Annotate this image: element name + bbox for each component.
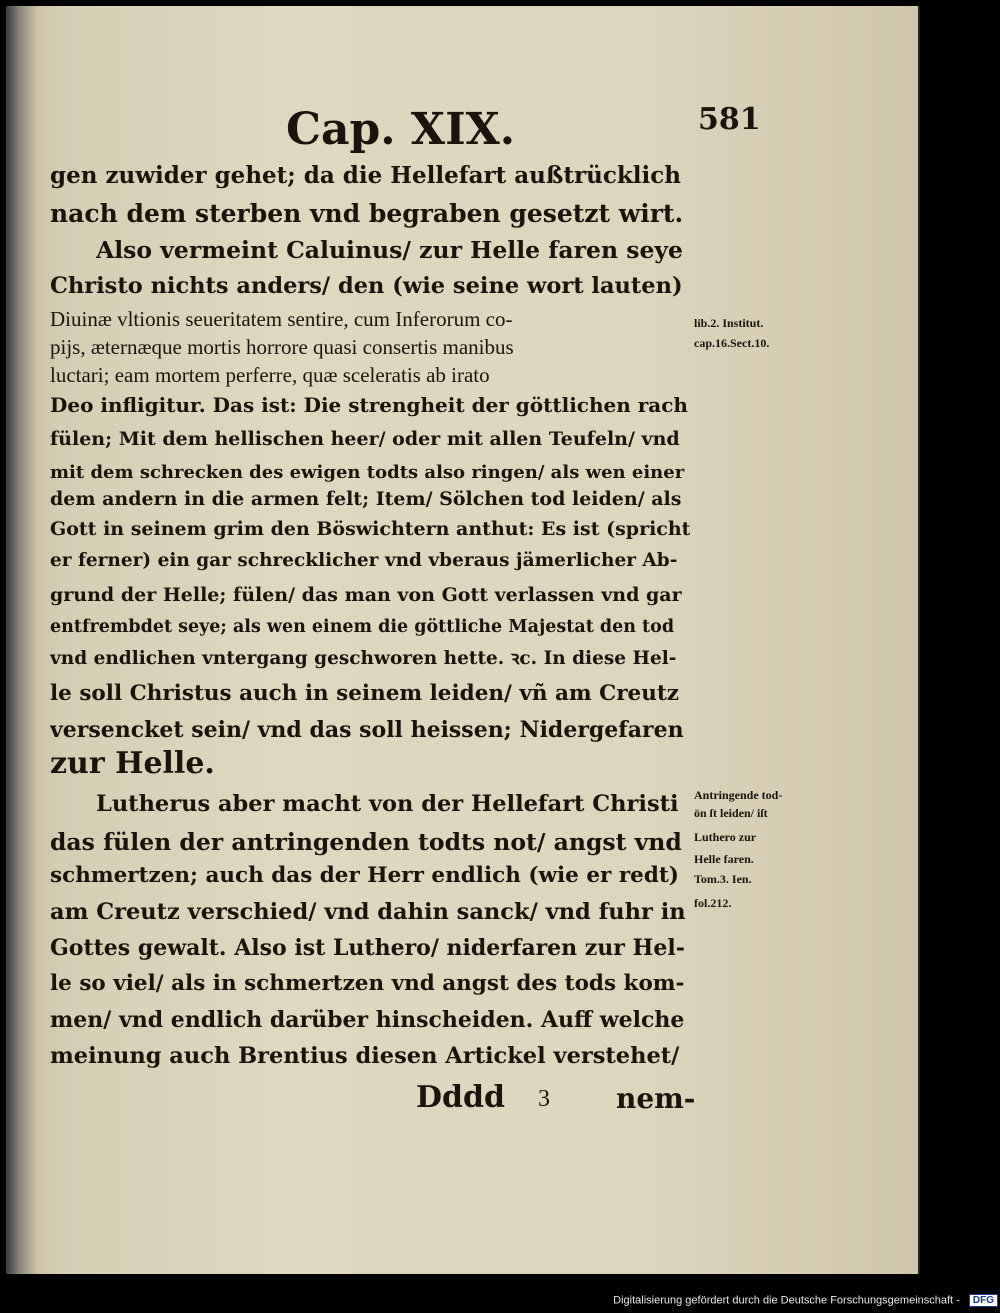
- margin-note: Helle faren.: [694, 852, 754, 866]
- text-line: entfrembdet seye; als wen einem die göttliche Majestat den tod: [50, 617, 675, 637]
- digitization-credit: [600, 1294, 998, 1312]
- signature-mark: Dddd: [416, 1080, 505, 1115]
- dfg-logo: DFG: [969, 1294, 998, 1307]
- margin-note: ön ſt leiden/ iſt: [694, 806, 768, 820]
- text-line: schmertzen; auch das der Herr endlich (wie er redt): [50, 863, 679, 888]
- text-line: mit dem schrecken des ewigen todts also ringen/ als wen einer: [50, 462, 685, 483]
- margin-note: Antringende tod-: [694, 788, 783, 802]
- text-line: Christo nichts anders/ den (wie seine wort lauten): [50, 273, 683, 299]
- margin-note: lib.2. Institut.: [694, 316, 764, 330]
- text-line: Deo infligitur. Das ist: Die strengheit der göttlichen rach: [50, 393, 688, 417]
- text-line: Gott in seinem grim den Böswichtern anthut: Es ist (spricht: [50, 518, 690, 540]
- margin-note: fol.212.: [694, 896, 732, 910]
- margin-note: Tom.3. Ien.: [694, 872, 752, 886]
- text-line: gen zuwider gehet; da die Hellefart außtrücklich: [50, 162, 681, 189]
- text-line: le soll Christus auch in seinem leiden/ vñ am Creutz: [50, 681, 680, 706]
- margin-note: Luthero zur: [694, 830, 757, 844]
- text-line: Gottes gewalt. Also ist Luthero/ niderfaren zur Hel-: [50, 935, 685, 961]
- text-line: luctari; eam mortem perferre, quæ sceleratis ab irato: [50, 363, 490, 387]
- text-line: men/ vnd endlich darüber hinscheiden. Auff welche: [50, 1007, 685, 1033]
- text-line: zur Helle.: [50, 746, 215, 781]
- text-line: pijs, æternæque mortis horrore quasi consertis manibus: [50, 335, 514, 359]
- running-title: Cap. XIX.: [286, 104, 516, 155]
- catchword: nem-: [616, 1082, 696, 1115]
- text-line: meinung auch Brentius diesen Artickel verstehet/: [50, 1043, 680, 1069]
- text-line: versencket sein/ vnd das soll heissen; Nidergefaren: [50, 717, 684, 743]
- text-line: fülen; Mit dem hellischen heer/ oder mit allen Teufeln/ vnd: [50, 428, 680, 450]
- text-line: am Creutz verschied/ vnd dahin sanck/ vnd fuhr in: [50, 899, 686, 925]
- text-line: dem andern in die armen felt; Item/ Sölchen tod leiden/ als: [50, 488, 682, 510]
- text-line: grund der Helle; fülen/ das man von Gott verlassen vnd gar: [50, 584, 682, 606]
- signature-line: [6, 1080, 706, 1116]
- text-line: nach dem sterben vnd begraben gesetzt wirt.: [50, 199, 684, 228]
- text-line: Lutherus aber macht von der Hellefart Christi: [96, 791, 679, 817]
- signature-number: 3: [538, 1086, 550, 1112]
- page-number: 581: [698, 102, 761, 137]
- book-page: [6, 6, 920, 1274]
- text-line: er ferner) ein gar schrecklicher vnd vberaus jämerlicher Ab-: [50, 550, 678, 571]
- credit-text: Digitalisierung gefördert durch die Deutsche Forschungsgemeinschaft -: [613, 1294, 960, 1307]
- text-line: das fülen der antringenden todts not/ angst vnd: [50, 828, 682, 856]
- margin-note: cap.16.Sect.10.: [694, 336, 770, 350]
- text-line: le so viel/ als in schmertzen vnd angst des tods kom-: [50, 971, 685, 996]
- text-line: Also vermeint Caluinus/ zur Helle faren seye: [96, 236, 683, 264]
- text-line: Diuinæ vltionis seueritatem sentire, cum Inferorum co-: [50, 307, 513, 331]
- text-line: vnd endlichen vntergang geschworen hette. ꝛc. In diese Hel-: [50, 648, 677, 669]
